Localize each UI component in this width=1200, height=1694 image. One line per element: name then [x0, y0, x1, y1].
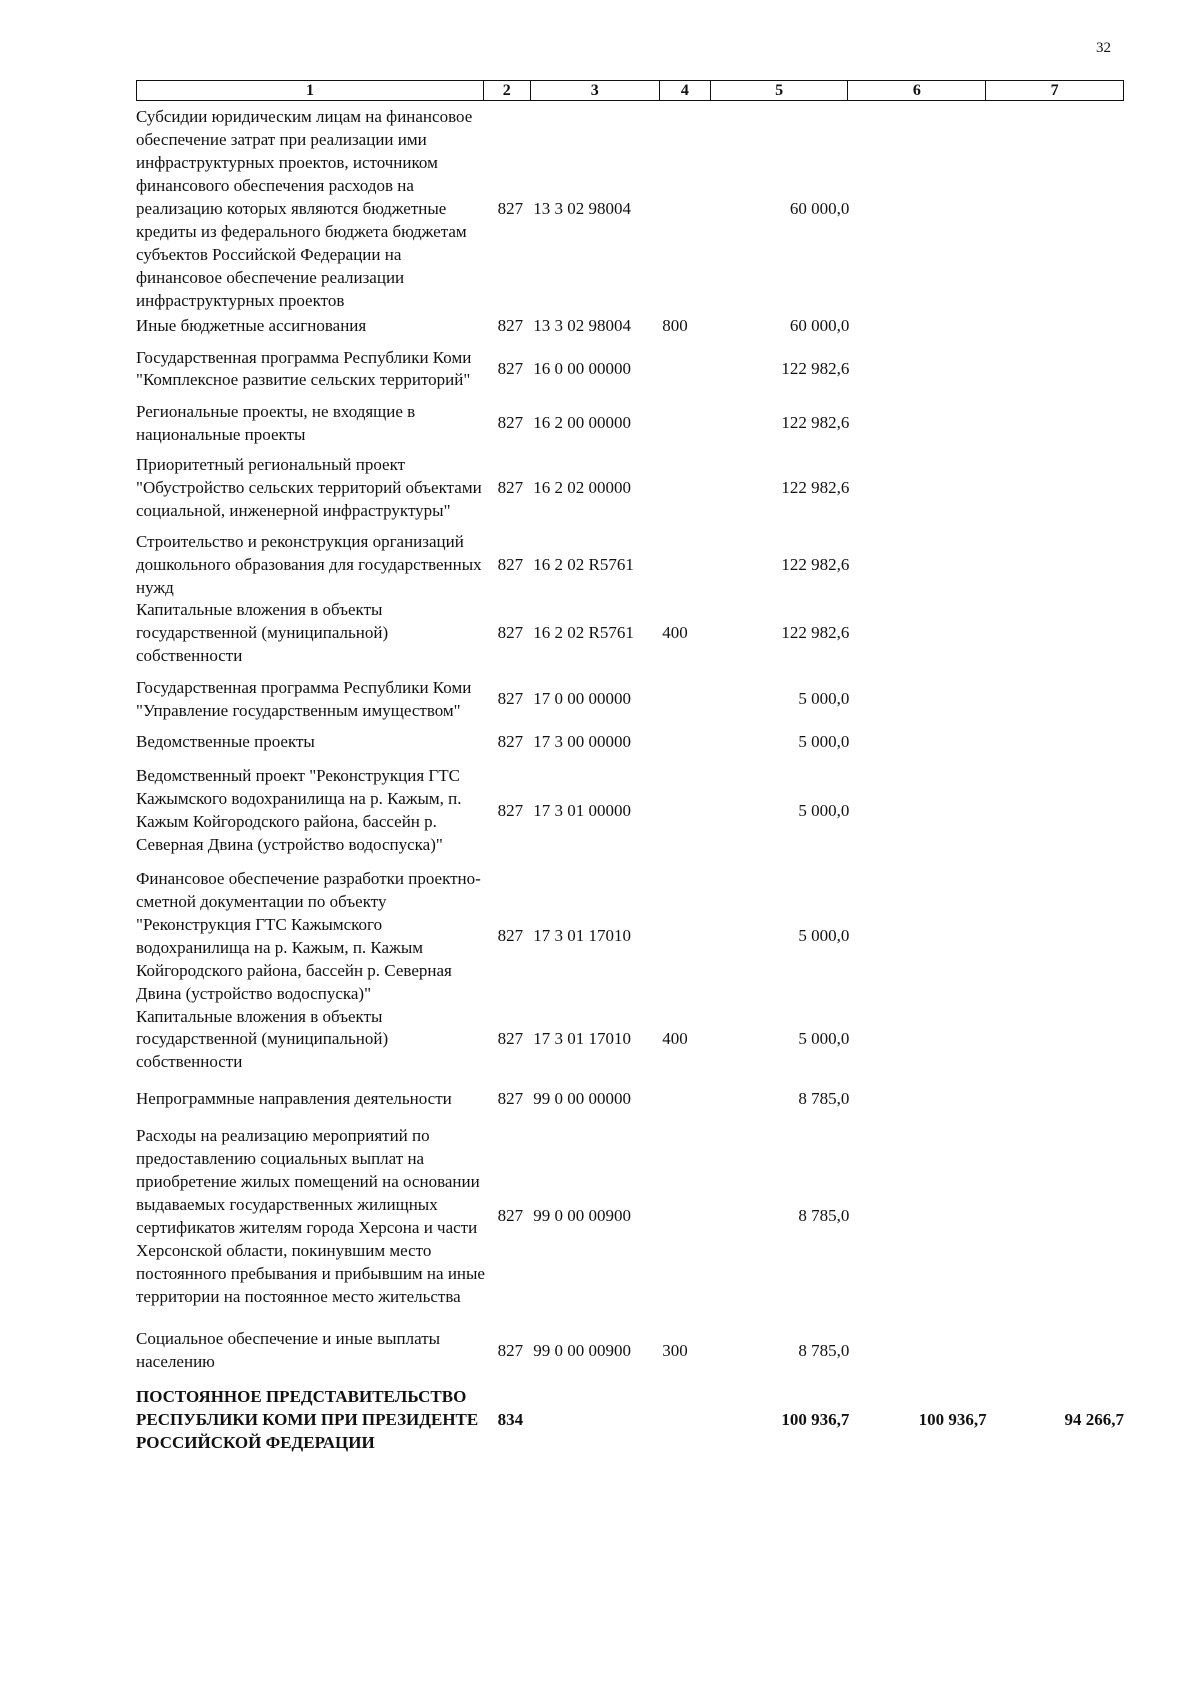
- row-amount-col5: 122 982,6: [781, 358, 850, 378]
- row-target-code: 13 3 02 98004: [533, 316, 632, 335]
- row-expense-type: [662, 1374, 712, 1458]
- row-expense-type: [662, 401, 712, 447]
- row-target-code: 16 0 00 00000: [533, 358, 632, 378]
- row-amount-col6: [849, 531, 986, 600]
- row-name: Иные бюджетные ассигнования: [136, 316, 367, 335]
- row-admin-code: 827: [497, 358, 524, 378]
- row-name: Государственная программа Республики Коми "Комплексное развитие сельских территорий": [136, 347, 472, 390]
- row-name: Финансовое обеспечение разработки проектно-сметной документации по объекту "Реконструкция ГТС Кажымского водохранилища на р. Кажым, п. Кажым Койгородского района, бассейн р. Северная Двина (устройство водоспуска)": [136, 869, 481, 1003]
- row-amount-col6: [849, 731, 986, 754]
- row-expense-type: [662, 104, 712, 315]
- budget-table: [136, 104, 1124, 1458]
- row-amount-col6: [849, 1074, 986, 1116]
- row-admin-code: 827: [497, 800, 524, 820]
- row-name: Строительство и реконструкция организаций дошкольного образования для государственных нужд: [136, 531, 482, 597]
- row-amount-col5: 5 000,0: [798, 732, 850, 752]
- table-row: [136, 859, 1124, 1005]
- table-row: [136, 1116, 1124, 1308]
- row-amount-col7: [987, 1308, 1124, 1374]
- row-amount-col7: [987, 859, 1124, 1005]
- column-header-4: 4: [659, 81, 710, 101]
- row-name: Капитальные вложения в объекты государственной (муниципальной) собственности: [136, 600, 389, 666]
- row-admin-code: 834: [497, 1410, 524, 1430]
- row-amount-col7: [987, 1116, 1124, 1308]
- row-name: Региональные проекты, не входящие в национальные проекты: [136, 401, 416, 444]
- row-amount-col5: 8 785,0: [798, 1206, 850, 1226]
- row-expense-type: 800: [662, 316, 688, 335]
- row-amount-col5: 100 936,7: [781, 1410, 850, 1430]
- row-amount-col5: 8 785,0: [798, 1340, 850, 1360]
- table-row: [136, 731, 1124, 754]
- row-name: Непрограммные направления деятельности: [136, 1089, 452, 1109]
- row-admin-code: 827: [497, 926, 524, 946]
- row-amount-col7: [987, 315, 1124, 338]
- row-target-code: 99 0 00 00000: [533, 1089, 632, 1109]
- table-row: [136, 1374, 1124, 1458]
- column-header-1: 1: [137, 81, 484, 101]
- table-row: [136, 1308, 1124, 1374]
- row-name: Государственная программа Республики Коми "Управление государственным имуществом": [136, 677, 472, 720]
- row-amount-col6: [849, 859, 986, 1005]
- row-admin-code: 827: [497, 623, 524, 643]
- row-amount-col6: [849, 1006, 986, 1075]
- row-expense-type: [662, 859, 712, 1005]
- row-amount-col7: [987, 447, 1124, 531]
- row-name: Ведомственные проекты: [136, 732, 315, 752]
- row-amount-col5: 122 982,6: [781, 478, 850, 498]
- row-target-code: 16 2 02 R5761: [533, 554, 634, 574]
- row-amount-col7: [987, 338, 1124, 401]
- row-admin-code: 827: [497, 478, 524, 498]
- row-name: Социальное обеспечение и иные выплаты населению: [136, 1329, 441, 1372]
- row-target-code: 16 2 02 00000: [533, 478, 632, 498]
- row-amount-col7: [987, 1074, 1124, 1116]
- row-amount-col7: [987, 531, 1124, 600]
- row-target-code: 16 2 00 00000: [533, 413, 632, 433]
- row-admin-code: 827: [497, 732, 524, 752]
- row-amount-col6: [849, 104, 986, 315]
- table-row: [136, 754, 1124, 859]
- row-name: Субсидии юридическим лицам на финансовое обеспечение затрат при реализации ими инфраструктурных проектов, источником финансового обеспечения расходов на реализацию которых являются бюджетные кредиты из федерального бюджета бюджетам субъектов Российской Федерации на финансовое обеспечение реализации инфраструктурных проектов: [136, 107, 473, 310]
- row-amount-col5: 8 785,0: [798, 1089, 850, 1109]
- row-target-code: 13 3 02 98004: [533, 199, 632, 219]
- row-amount-col6: [849, 447, 986, 531]
- table-row: [136, 315, 1124, 338]
- row-amount-col6: [849, 754, 986, 859]
- row-target-code: 17 3 01 17010: [533, 1029, 632, 1049]
- row-amount-col5: 122 982,6: [781, 413, 850, 433]
- column-header-2: 2: [483, 81, 530, 101]
- table-row: [136, 447, 1124, 531]
- row-amount-col6: [849, 668, 986, 731]
- row-amount-col6: [849, 1308, 986, 1374]
- row-admin-code: 827: [497, 554, 524, 574]
- row-amount-col5: 5 000,0: [798, 689, 850, 709]
- column-header-row: [136, 80, 1124, 101]
- row-amount-col5: 5 000,0: [798, 1029, 850, 1049]
- column-header-3: 3: [530, 81, 659, 101]
- row-expense-type: [662, 1116, 712, 1308]
- table-row: [136, 401, 1124, 447]
- row-expense-type: 400: [662, 623, 688, 643]
- row-expense-type: 300: [662, 1340, 688, 1360]
- row-name: Приоритетный региональный проект "Обустройство сельских территорий объектами социальной, инженерной инфраструктуры": [136, 455, 482, 521]
- page-number: 32: [1096, 40, 1111, 56]
- row-admin-code: 827: [497, 316, 524, 335]
- row-target-code: 17 3 00 00000: [533, 732, 632, 752]
- row-amount-col7: [987, 401, 1124, 447]
- row-target-code: 99 0 00 00900: [533, 1206, 632, 1226]
- row-admin-code: 827: [497, 1206, 524, 1226]
- row-expense-type: [662, 531, 712, 600]
- row-target-code: 17 3 01 17010: [533, 926, 632, 946]
- table-row: [136, 599, 1124, 668]
- row-admin-code: 827: [497, 199, 524, 219]
- row-amount-col6: [849, 315, 986, 338]
- row-amount-col6: [849, 599, 986, 668]
- row-target-code: [533, 1374, 662, 1458]
- row-expense-type: [662, 338, 712, 401]
- row-amount-col6: 100 936,7: [918, 1410, 987, 1430]
- row-amount-col7: [987, 104, 1124, 315]
- row-target-code: 17 0 00 00000: [533, 689, 632, 709]
- table-row: [136, 668, 1124, 731]
- row-amount-col5: 5 000,0: [798, 926, 850, 946]
- row-name: Капитальные вложения в объекты государственной (муниципальной) собственности: [136, 1006, 389, 1072]
- row-target-code: 99 0 00 00900: [533, 1340, 632, 1360]
- row-expense-type: 400: [662, 1029, 688, 1049]
- row-name: Ведомственный проект "Реконструкция ГТС Кажымского водохранилища на р. Кажым, п. Кажым Койгородского района, бассейн р. Северная Двина (устройство водоспуска)": [136, 766, 462, 854]
- row-amount-col6: [849, 401, 986, 447]
- row-amount-col5: 60 000,0: [789, 316, 850, 335]
- row-amount-col7: [987, 668, 1124, 731]
- row-admin-code: 827: [497, 689, 524, 709]
- table-row: [136, 1074, 1124, 1116]
- table-row: [136, 338, 1124, 401]
- row-amount-col7: [987, 754, 1124, 859]
- row-amount-col5: 5 000,0: [798, 800, 850, 820]
- row-amount-col6: [849, 1116, 986, 1308]
- row-name: ПОСТОЯННОЕ ПРЕДСТАВИТЕЛЬСТВО РЕСПУБЛИКИ КОМИ ПРИ ПРЕЗИДЕНТЕ РОССИЙСКОЙ ФЕДЕРАЦИИ: [136, 1387, 479, 1453]
- row-amount-col6: [849, 338, 986, 401]
- row-admin-code: 827: [497, 413, 524, 433]
- row-expense-type: [662, 731, 712, 754]
- row-amount-col7: [987, 731, 1124, 754]
- row-expense-type: [662, 447, 712, 531]
- row-target-code: 17 3 01 00000: [533, 800, 632, 820]
- row-admin-code: 827: [497, 1089, 524, 1109]
- row-amount-col5: 122 982,6: [781, 554, 850, 574]
- row-expense-type: [662, 1074, 712, 1116]
- row-name: Расходы на реализацию мероприятий по предоставлению социальных выплат на приобретение жилых помещений на основании выдаваемых государственных жилищных сертификатов жителям города Херсона и части Херсонской области, покинувшим место постоянного пребывания и прибывшим на иные территории на постоянное место жительства: [136, 1126, 485, 1306]
- row-amount-col7: 94 266,7: [1064, 1410, 1124, 1430]
- row-admin-code: 827: [497, 1029, 524, 1049]
- table-row: [136, 1006, 1124, 1075]
- column-header-7: 7: [986, 81, 1124, 101]
- table-row: [136, 531, 1124, 600]
- row-expense-type: [662, 668, 712, 731]
- column-header-6: 6: [848, 81, 986, 101]
- row-admin-code: 827: [497, 1340, 524, 1360]
- row-target-code: 16 2 02 R5761: [533, 623, 634, 643]
- column-header-5: 5: [710, 81, 848, 101]
- table-row: [136, 104, 1124, 315]
- row-amount-col5: 60 000,0: [789, 199, 850, 219]
- row-amount-col5: 122 982,6: [781, 623, 850, 643]
- row-amount-col7: [987, 1006, 1124, 1075]
- row-amount-col7: [987, 599, 1124, 668]
- row-expense-type: [662, 754, 712, 859]
